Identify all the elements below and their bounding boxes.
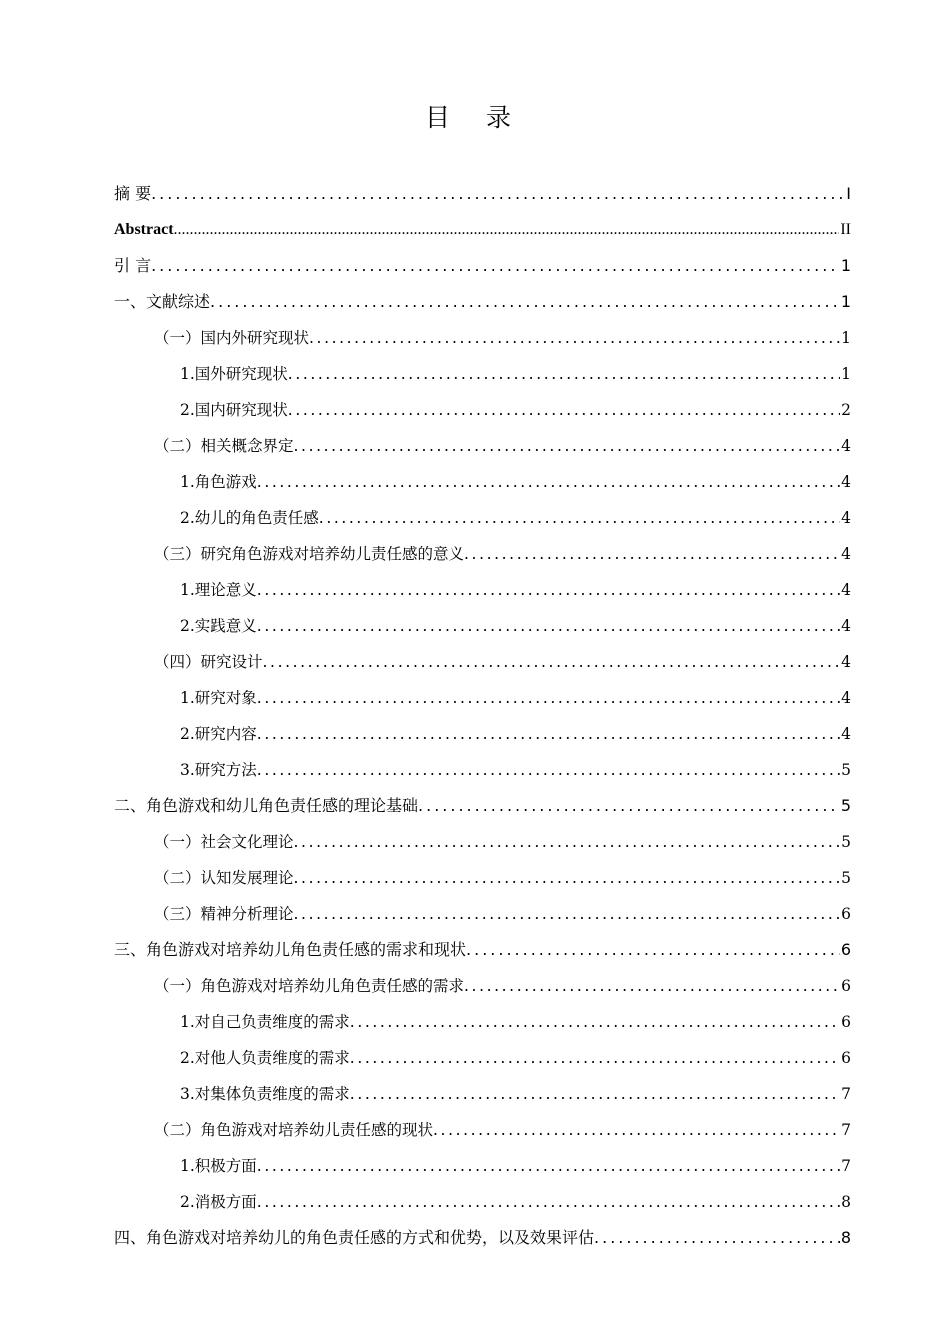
toc-entry-label: 1.国外研究现状 xyxy=(180,365,288,383)
toc-entry-page-number: 4 xyxy=(841,545,851,563)
toc-entry-label: 1.对自己负责维度的需求 xyxy=(180,1013,350,1031)
table-of-contents xyxy=(114,176,851,1256)
dot-leader xyxy=(294,896,841,932)
toc-entry-page-number: 5 xyxy=(840,796,851,815)
dot-leader xyxy=(350,1076,840,1112)
toc-entry[interactable] xyxy=(114,1148,851,1184)
toc-entry[interactable] xyxy=(114,752,851,788)
toc-entry-page-number: 6 xyxy=(840,940,851,959)
toc-entry[interactable] xyxy=(114,1184,851,1220)
toc-entry-label: （四）研究设计 xyxy=(154,653,263,671)
toc-entry-label: 1.理论意义 xyxy=(180,581,257,599)
toc-entry[interactable] xyxy=(114,644,851,680)
toc-entry[interactable] xyxy=(114,428,851,464)
toc-entry-page-number: 8 xyxy=(841,1193,851,1211)
toc-entry[interactable] xyxy=(114,320,851,356)
toc-entry-label: 2.国内研究现状 xyxy=(180,401,288,419)
dot-leader xyxy=(464,968,840,1004)
toc-entry-page-number: 4 xyxy=(841,617,851,635)
toc-entry-page-number: 8 xyxy=(840,1228,851,1247)
dot-leader xyxy=(257,680,840,716)
toc-entry-label: （二）认知发展理论 xyxy=(154,869,294,887)
toc-entry-label: 2.对他人负责维度的需求 xyxy=(180,1049,350,1067)
toc-entry[interactable] xyxy=(114,464,851,500)
toc-entry-label: 3.研究方法 xyxy=(180,761,257,779)
toc-entry-page-number: 5 xyxy=(841,761,851,779)
toc-entry-label: 2.消极方面 xyxy=(180,1193,257,1211)
toc-entry-label: 三、角色游戏对培养幼儿角色责任感的需求和现状 xyxy=(114,940,467,959)
toc-entry-page-number: II xyxy=(840,221,851,238)
toc-entry-page-number: 4 xyxy=(841,581,851,599)
toc-entry-page-number: 4 xyxy=(841,653,851,671)
toc-entry-page-number: 4 xyxy=(841,473,851,491)
toc-entry-label: （三）研究角色游戏对培养幼儿责任感的意义 xyxy=(154,545,465,563)
toc-entry-page-number: 6 xyxy=(841,977,851,995)
toc-entry-page-number: 4 xyxy=(841,509,851,527)
dot-leader xyxy=(350,1040,840,1076)
toc-entry-label: （二）相关概念界定 xyxy=(154,437,294,455)
dot-leader xyxy=(257,1184,840,1220)
toc-entry[interactable] xyxy=(114,680,851,716)
toc-entry-label: 2.研究内容 xyxy=(180,725,257,743)
toc-entry-label: 四、角色游戏对培养幼儿的角色责任感的方式和优势，以及效果评估 xyxy=(114,1228,595,1247)
dot-leader xyxy=(294,428,841,464)
toc-entry[interactable] xyxy=(114,212,851,248)
toc-entry[interactable] xyxy=(114,1220,851,1256)
toc-entry[interactable] xyxy=(114,392,851,428)
toc-entry[interactable] xyxy=(114,932,851,968)
toc-entry-page-number: 4 xyxy=(841,725,851,743)
dot-leader xyxy=(294,824,841,860)
toc-entry-label: 1.研究对象 xyxy=(180,689,257,707)
toc-entry-label: 1.角色游戏 xyxy=(180,473,257,491)
dot-leader xyxy=(257,464,840,500)
dot-leader xyxy=(174,212,840,248)
dot-leader xyxy=(418,788,840,824)
toc-entry[interactable] xyxy=(114,788,851,824)
toc-entry[interactable] xyxy=(114,500,851,536)
toc-entry-page-number: 1 xyxy=(840,292,851,311)
toc-entry[interactable] xyxy=(114,860,851,896)
toc-entry-label: （一）国内外研究现状 xyxy=(154,329,310,347)
toc-entry-label: 二、角色游戏和幼儿角色责任感的理论基础 xyxy=(114,796,419,815)
toc-entry-page-number: 5 xyxy=(841,833,851,851)
toc-entry-label: 2.实践意义 xyxy=(180,617,257,635)
toc-entry-page-number: 7 xyxy=(841,1085,851,1103)
toc-entry-label: 摘 要 xyxy=(114,184,152,203)
toc-entry[interactable] xyxy=(114,176,851,212)
dot-leader xyxy=(309,320,840,356)
toc-entry-label: 3.对集体负责维度的需求 xyxy=(180,1085,350,1103)
toc-entry[interactable] xyxy=(114,1004,851,1040)
dot-leader xyxy=(466,932,840,968)
dot-leader xyxy=(594,1220,840,1256)
dot-leader xyxy=(319,500,840,536)
toc-entry-page-number: 6 xyxy=(841,1013,851,1031)
toc-entry-label: 2.幼儿的角色责任感 xyxy=(180,509,319,527)
toc-entry[interactable] xyxy=(114,608,851,644)
toc-entry[interactable] xyxy=(114,716,851,752)
toc-entry[interactable] xyxy=(114,572,851,608)
toc-entry[interactable] xyxy=(114,536,851,572)
toc-entry[interactable] xyxy=(114,1112,851,1148)
dot-leader xyxy=(257,572,840,608)
toc-entry-page-number: 4 xyxy=(841,689,851,707)
toc-entry-label: （一）社会文化理论 xyxy=(154,833,294,851)
toc-entry-page-number: 5 xyxy=(841,869,851,887)
dot-leader xyxy=(433,1112,840,1148)
dot-leader xyxy=(257,716,840,752)
toc-entry-page-number: 1 xyxy=(840,256,851,275)
toc-entry[interactable] xyxy=(114,1076,851,1112)
dot-leader xyxy=(257,608,840,644)
toc-entry-label: 引 言 xyxy=(114,256,152,275)
toc-entry[interactable] xyxy=(114,824,851,860)
dot-leader xyxy=(288,356,840,392)
toc-entry-label: 1.积极方面 xyxy=(180,1157,257,1175)
dot-leader xyxy=(464,536,840,572)
toc-entry-label: （一）角色游戏对培养幼儿角色责任感的需求 xyxy=(154,977,465,995)
dot-leader xyxy=(210,284,840,320)
dot-leader xyxy=(294,860,841,896)
toc-entry[interactable] xyxy=(114,248,851,284)
toc-entry[interactable] xyxy=(114,896,851,932)
dot-leader xyxy=(257,752,840,788)
toc-entry-label: （二）角色游戏对培养幼儿责任感的现状 xyxy=(154,1121,434,1139)
dot-leader xyxy=(350,1004,840,1040)
toc-entry-page-number: 2 xyxy=(841,401,851,419)
toc-entry-label: 一、文献综述 xyxy=(114,292,211,311)
toc-entry-label: Abstract xyxy=(114,221,174,238)
toc-entry-page-number: 6 xyxy=(841,905,851,923)
dot-leader xyxy=(263,644,841,680)
dot-leader xyxy=(288,392,840,428)
dot-leader xyxy=(151,176,845,212)
dot-leader xyxy=(151,248,840,284)
toc-entry-page-number: 1 xyxy=(841,329,851,347)
page-title: 目 录 xyxy=(425,103,525,132)
toc-entry[interactable] xyxy=(114,356,851,392)
toc-entry-page-number: 7 xyxy=(841,1157,851,1175)
dot-leader xyxy=(257,1148,840,1184)
toc-entry-page-number: 4 xyxy=(841,437,851,455)
toc-entry[interactable] xyxy=(114,968,851,1004)
toc-entry-page-number: 7 xyxy=(841,1121,851,1139)
toc-entry-page-number: 6 xyxy=(841,1049,851,1067)
toc-entry[interactable] xyxy=(114,1040,851,1076)
toc-entry-page-number: I xyxy=(846,184,851,203)
toc-entry[interactable] xyxy=(114,284,851,320)
toc-entry-page-number: 1 xyxy=(841,365,851,383)
toc-entry-label: （三）精神分析理论 xyxy=(154,905,294,923)
